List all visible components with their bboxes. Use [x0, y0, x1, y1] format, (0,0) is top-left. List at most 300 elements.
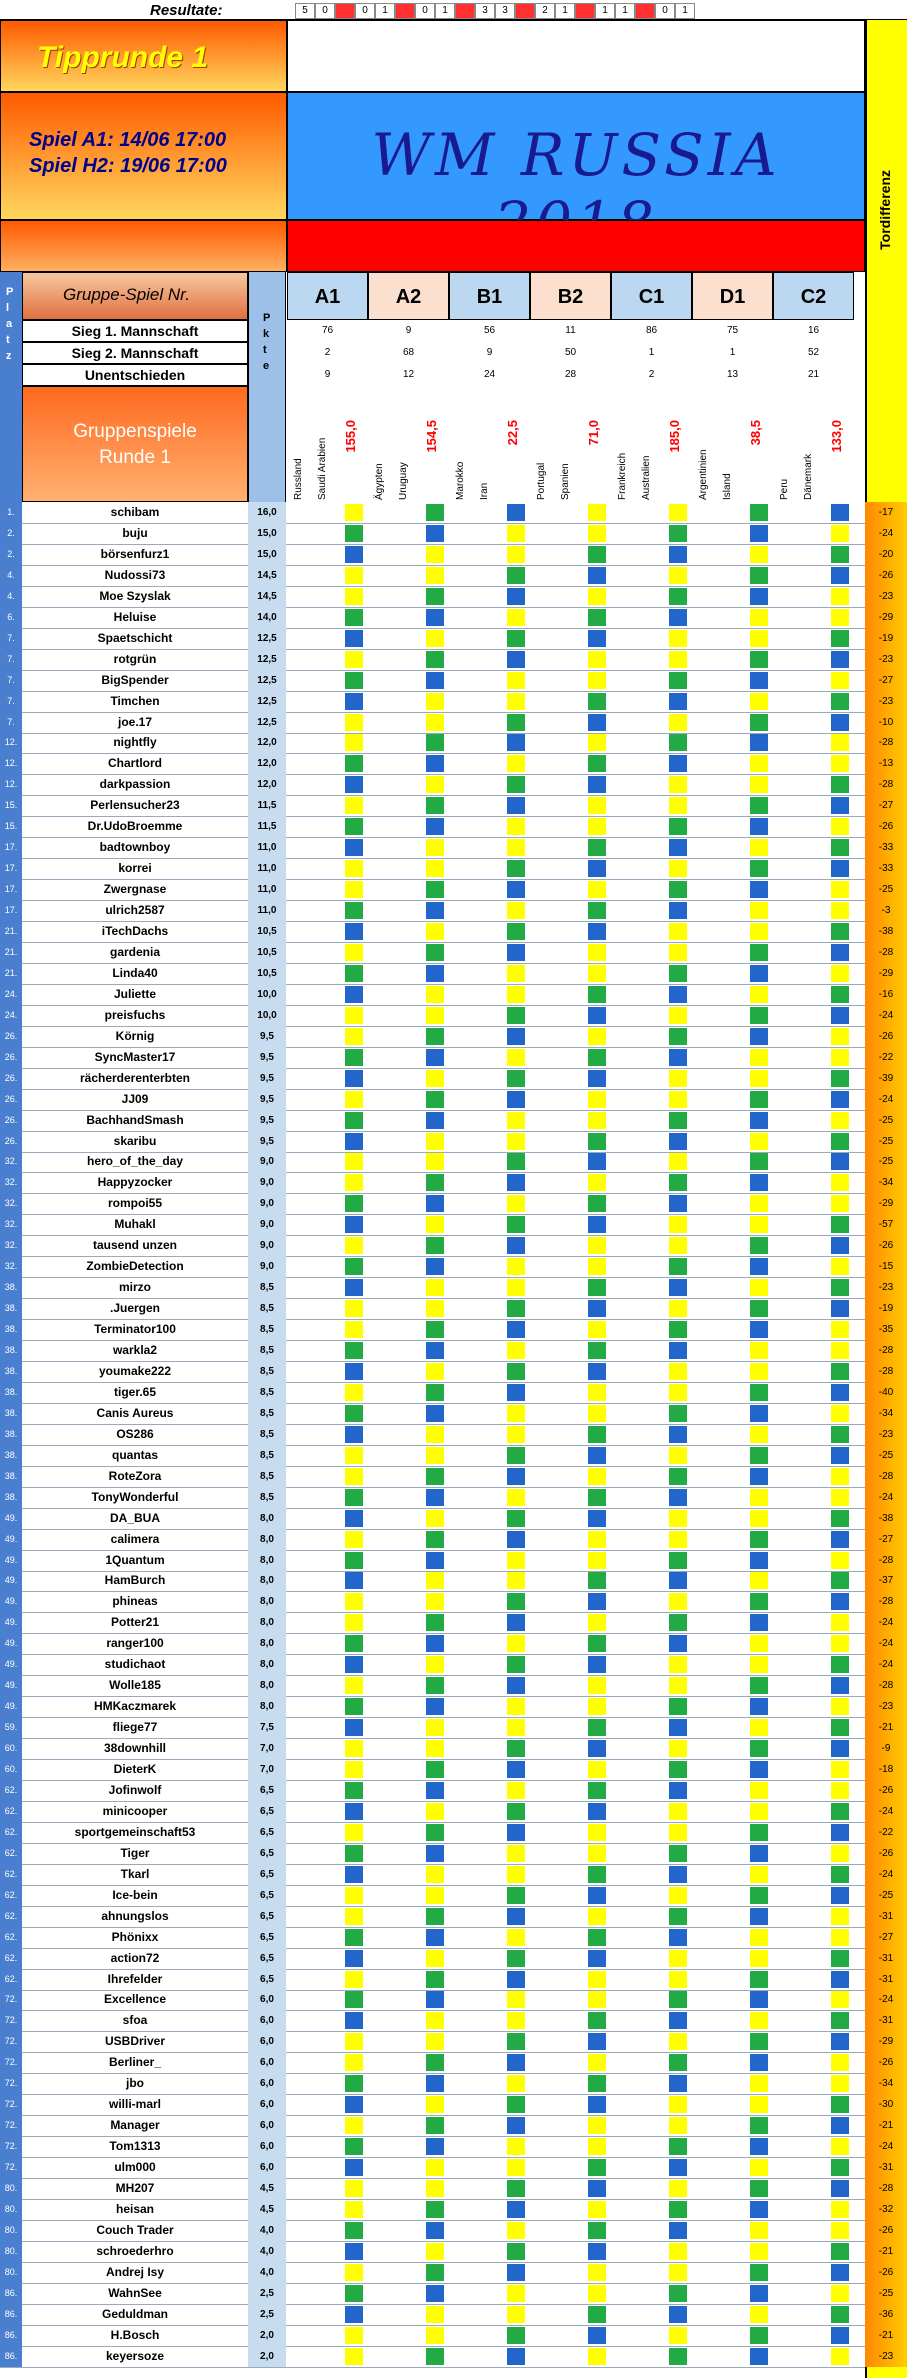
rank: 49. — [0, 1675, 22, 1696]
points-badge — [345, 1133, 363, 1150]
points-badge — [345, 1971, 363, 1988]
points-badge — [750, 2012, 768, 2029]
points-badge — [669, 1950, 687, 1967]
banner — [287, 92, 865, 220]
rank: 86. — [0, 2304, 22, 2325]
points-badge — [507, 1531, 525, 1548]
pkte-letter: e — [263, 360, 270, 372]
points-badge — [426, 902, 444, 919]
points-badge — [831, 2075, 849, 2092]
result-box — [455, 3, 475, 19]
rank: 26. — [0, 1110, 22, 1131]
goal-difference: -28 — [865, 1550, 907, 1571]
rank: 2. — [0, 523, 22, 544]
points-badge — [507, 1489, 525, 1506]
player-points: 2,5 — [248, 2304, 286, 2325]
points-badge — [507, 1426, 525, 1443]
table-row — [0, 1361, 894, 1383]
goal-difference: -31 — [865, 1906, 907, 1927]
player-name: MH207 — [115, 2181, 155, 2195]
goal-difference: -26 — [865, 2262, 907, 2283]
points-badge — [345, 2096, 363, 2113]
points-badge — [669, 1342, 687, 1359]
rank: 12. — [0, 732, 22, 753]
player-name: gardenia — [109, 944, 160, 959]
player-points: 7,0 — [248, 1759, 286, 1780]
table-row — [0, 2136, 894, 2158]
points-badge — [426, 2159, 444, 2176]
points-badge — [669, 1153, 687, 1170]
rank: 7. — [0, 670, 22, 691]
goal-difference: -36 — [865, 2304, 907, 2325]
player-name: Ice-bein — [112, 1887, 158, 1902]
points-badge — [750, 986, 768, 1003]
points-badge — [750, 1405, 768, 1422]
points-badge — [588, 546, 606, 563]
points-badge — [750, 1635, 768, 1652]
points-badge — [750, 1153, 768, 1170]
points-badge — [831, 1279, 849, 1296]
points-badge — [345, 1321, 363, 1338]
points-badge — [669, 1216, 687, 1233]
points-badge — [669, 1468, 687, 1485]
points-badge — [750, 1991, 768, 2008]
table-row — [0, 1298, 894, 1320]
player-name: börsenfurz1 — [100, 546, 170, 561]
points-badge — [507, 2264, 525, 2281]
points-badge — [507, 630, 525, 647]
table-row — [0, 1382, 894, 1404]
goal-difference: -17 — [865, 502, 907, 523]
player-name: ZombieDetection — [86, 1259, 184, 1274]
points-badge — [831, 546, 849, 563]
result-box: 0 — [415, 3, 435, 19]
game-stat-unent: 2 — [648, 369, 655, 380]
pkte-letter: t — [263, 344, 267, 356]
points-badge — [831, 630, 849, 647]
rank: 26. — [0, 1026, 22, 1047]
rank: 26. — [0, 1131, 22, 1152]
player-points: 10,5 — [248, 963, 286, 984]
game-code: A1 — [287, 272, 368, 320]
points-badge — [831, 797, 849, 814]
player-points: 8,5 — [248, 1382, 286, 1403]
player-name: sfoa — [122, 2013, 148, 2028]
player-name: JJ09 — [121, 1091, 149, 1106]
player-name: schibam — [110, 505, 160, 519]
points-badge — [831, 1803, 849, 1820]
points-badge — [345, 1740, 363, 1757]
table-row — [0, 1403, 894, 1425]
player-name: Happyzocker — [97, 1175, 173, 1190]
goal-difference: -40 — [865, 1382, 907, 1403]
points-badge — [426, 2222, 444, 2239]
points-badge — [588, 1614, 606, 1631]
goal-difference: -34 — [865, 1403, 907, 1424]
rank: 21. — [0, 963, 22, 984]
table-row — [0, 1989, 894, 2011]
player-points: 6,0 — [248, 1989, 286, 2010]
points-badge — [507, 1049, 525, 1066]
points-badge — [588, 1426, 606, 1443]
points-badge — [831, 1112, 849, 1129]
player-points: 12,0 — [248, 753, 286, 774]
goal-difference: -26 — [865, 1235, 907, 1256]
player-points: 12,5 — [248, 649, 286, 670]
unentschieden-label: Unentschieden — [22, 364, 248, 386]
goal-difference: -28 — [865, 1361, 907, 1382]
points-badge — [831, 965, 849, 982]
points-badge — [345, 567, 363, 584]
goal-difference: -25 — [865, 1131, 907, 1152]
points-badge — [588, 1782, 606, 1799]
points-badge — [426, 1572, 444, 1589]
table-row — [0, 753, 894, 775]
points-badge — [588, 1405, 606, 1422]
points-badge — [669, 1133, 687, 1150]
points-badge — [831, 567, 849, 584]
points-badge — [345, 1845, 363, 1862]
points-badge — [669, 1321, 687, 1338]
points-badge — [669, 818, 687, 835]
rank: 86. — [0, 2346, 22, 2367]
points-badge — [345, 2180, 363, 2197]
table-row — [0, 1089, 894, 1111]
player-points: 12,5 — [248, 670, 286, 691]
platz-header — [0, 272, 22, 502]
points-badge — [507, 734, 525, 751]
points-badge — [507, 2327, 525, 2344]
points-badge — [588, 986, 606, 1003]
points-badge — [426, 1782, 444, 1799]
points-badge — [750, 609, 768, 626]
points-badge — [750, 1552, 768, 1569]
player-points: 8,5 — [248, 1361, 286, 1382]
points-badge — [426, 755, 444, 772]
points-badge — [507, 2117, 525, 2134]
points-badge — [750, 2327, 768, 2344]
points-badge — [507, 1866, 525, 1883]
points-badge — [426, 818, 444, 835]
points-badge — [507, 1635, 525, 1652]
rank: 72. — [0, 1989, 22, 2010]
player-points: 10,5 — [248, 942, 286, 963]
points-badge — [426, 1824, 444, 1841]
points-badge — [507, 2096, 525, 2113]
points-badge — [345, 714, 363, 731]
rank: 7. — [0, 649, 22, 670]
player-points: 6,5 — [248, 1885, 286, 1906]
rank: 72. — [0, 2073, 22, 2094]
points-badge — [831, 588, 849, 605]
points-badge — [345, 1593, 363, 1610]
player-name: ranger100 — [106, 1636, 164, 1651]
points-badge — [750, 2285, 768, 2302]
tordifferenz-label: Tordifferenz — [877, 170, 893, 250]
table-row — [0, 1780, 894, 1802]
player-points: 4,0 — [248, 2262, 286, 2283]
points-badge — [831, 2159, 849, 2176]
platz-letter: a — [6, 318, 13, 330]
points-badge — [750, 1049, 768, 1066]
goal-difference: -21 — [865, 1717, 907, 1738]
player-points: 4,0 — [248, 2241, 286, 2262]
player-name: BigSpender — [101, 672, 169, 687]
points-badge — [507, 567, 525, 584]
player-name: rompoi55 — [107, 1196, 162, 1211]
points-badge — [507, 1719, 525, 1736]
goal-difference: -24 — [865, 1801, 907, 1822]
points-badge — [588, 1845, 606, 1862]
goal-difference: -31 — [865, 2010, 907, 2031]
goal-difference: -28 — [865, 1675, 907, 1696]
player-name: nightfly — [113, 735, 157, 750]
points-badge — [507, 2054, 525, 2071]
rank: 60. — [0, 1738, 22, 1759]
points-badge — [750, 923, 768, 940]
points-badge — [669, 546, 687, 563]
points-badge — [507, 546, 525, 563]
points-badge — [426, 1363, 444, 1380]
player-points: 8,5 — [248, 1487, 286, 1508]
points-badge — [426, 797, 444, 814]
points-badge — [345, 1028, 363, 1045]
table-row — [0, 544, 894, 566]
points-badge — [345, 2054, 363, 2071]
points-badge — [345, 2012, 363, 2029]
points-badge — [669, 1698, 687, 1715]
player-points: 6,0 — [248, 2031, 286, 2052]
table-row — [0, 2010, 894, 2032]
game-stat-sieg1: 76 — [321, 325, 334, 336]
points-badge — [507, 1552, 525, 1569]
player-points: 8,0 — [248, 1633, 286, 1654]
points-badge — [426, 2264, 444, 2281]
points-badge — [345, 1677, 363, 1694]
points-badge — [831, 1342, 849, 1359]
points-badge — [831, 1908, 849, 1925]
table-row — [0, 1654, 894, 1676]
points-badge — [669, 630, 687, 647]
player-points: 14,5 — [248, 586, 286, 607]
player-points: 9,5 — [248, 1131, 286, 1152]
player-points: 10,5 — [248, 921, 286, 942]
rank: 38. — [0, 1277, 22, 1298]
points-badge — [750, 1447, 768, 1464]
table-row — [0, 1969, 894, 1991]
player-points: 15,0 — [248, 523, 286, 544]
game-points: 185,0 — [667, 420, 682, 453]
table-row — [0, 2304, 894, 2326]
points-badge — [345, 672, 363, 689]
points-badge — [588, 776, 606, 793]
points-badge — [750, 1237, 768, 1254]
points-badge — [669, 923, 687, 940]
points-badge — [669, 609, 687, 626]
points-badge — [426, 1091, 444, 1108]
points-badge — [669, 1405, 687, 1422]
player-name: Juliette — [113, 986, 156, 1001]
game-code: C1 — [611, 272, 692, 320]
table-row — [0, 2157, 894, 2179]
points-badge — [669, 2117, 687, 2134]
points-badge — [669, 714, 687, 731]
points-badge — [507, 1572, 525, 1589]
points-badge — [831, 2201, 849, 2218]
rank: 15. — [0, 795, 22, 816]
rank: 38. — [0, 1298, 22, 1319]
points-badge — [426, 1908, 444, 1925]
rank: 62. — [0, 1801, 22, 1822]
points-badge — [426, 2117, 444, 2134]
points-badge — [669, 2222, 687, 2239]
rank: 17. — [0, 900, 22, 921]
points-badge — [750, 1279, 768, 1296]
points-badge — [507, 1510, 525, 1527]
player-points: 8,0 — [248, 1591, 286, 1612]
player-name: HMKaczmarek — [93, 1699, 177, 1714]
points-badge — [750, 1845, 768, 1862]
points-badge — [588, 1635, 606, 1652]
rank: 24. — [0, 1005, 22, 1026]
points-badge — [588, 1237, 606, 1254]
rank: 17. — [0, 879, 22, 900]
goal-difference: -26 — [865, 1026, 907, 1047]
rank: 80. — [0, 2241, 22, 2262]
goal-difference: -24 — [865, 1864, 907, 1885]
result-box: 0 — [315, 3, 335, 19]
rank: 72. — [0, 2115, 22, 2136]
goal-difference: -29 — [865, 1193, 907, 1214]
points-badge — [426, 1279, 444, 1296]
points-badge — [345, 1572, 363, 1589]
gruppe-label: Gruppe-Spiel Nr. — [63, 285, 190, 304]
rank: 24. — [0, 984, 22, 1005]
points-badge — [669, 1279, 687, 1296]
goal-difference: -23 — [865, 649, 907, 670]
points-badge — [831, 1510, 849, 1527]
points-badge — [669, 1174, 687, 1191]
table-row — [0, 1633, 894, 1655]
points-badge — [345, 1489, 363, 1506]
table-row — [0, 1612, 894, 1634]
table-row — [0, 921, 894, 943]
points-badge — [426, 2075, 444, 2092]
points-badge — [750, 2138, 768, 2155]
goal-difference: -26 — [865, 565, 907, 586]
points-badge — [507, 1824, 525, 1841]
goal-difference: -23 — [865, 2346, 907, 2367]
table-row — [0, 1675, 894, 1697]
team-name: Island — [722, 473, 733, 500]
points-badge — [750, 1070, 768, 1087]
points-badge — [426, 2033, 444, 2050]
points-badge — [669, 1866, 687, 1883]
points-badge — [426, 1070, 444, 1087]
player-points: 8,0 — [248, 1696, 286, 1717]
goal-difference: -24 — [865, 1633, 907, 1654]
player-points: 6,5 — [248, 1822, 286, 1843]
points-badge — [345, 797, 363, 814]
goal-difference: -15 — [865, 1256, 907, 1277]
points-badge — [831, 714, 849, 731]
points-badge — [669, 1635, 687, 1652]
points-badge — [750, 1740, 768, 1757]
player-name: tausend unzen — [92, 1238, 177, 1253]
result-box — [335, 3, 355, 19]
table-row — [0, 1319, 894, 1341]
rank: 80. — [0, 2199, 22, 2220]
points-badge — [507, 902, 525, 919]
rank: 72. — [0, 2010, 22, 2031]
player-name: Heluise — [113, 609, 157, 624]
points-badge — [669, 651, 687, 668]
goal-difference: -29 — [865, 607, 907, 628]
points-badge — [507, 1740, 525, 1757]
points-badge — [345, 1384, 363, 1401]
points-badge — [507, 1279, 525, 1296]
points-badge — [831, 2285, 849, 2302]
goal-difference: -3 — [865, 900, 907, 921]
points-badge — [426, 1153, 444, 1170]
player-points: 9,5 — [248, 1068, 286, 1089]
points-badge — [669, 1195, 687, 1212]
points-badge — [507, 1216, 525, 1233]
points-badge — [831, 1258, 849, 1275]
points-badge — [750, 2243, 768, 2260]
points-badge — [588, 609, 606, 626]
rank: 26. — [0, 1068, 22, 1089]
points-badge — [588, 1216, 606, 1233]
player-points: 6,5 — [248, 1780, 286, 1801]
points-badge — [507, 2159, 525, 2176]
points-badge — [669, 902, 687, 919]
points-badge — [669, 1572, 687, 1589]
points-badge — [750, 1468, 768, 1485]
points-badge — [345, 1091, 363, 1108]
points-badge — [588, 1133, 606, 1150]
goal-difference: -28 — [865, 2178, 907, 2199]
player-name: Linda40 — [112, 965, 158, 980]
points-badge — [750, 881, 768, 898]
rank: 21. — [0, 921, 22, 942]
table-row — [0, 502, 894, 524]
points-badge — [507, 2222, 525, 2239]
points-badge — [426, 525, 444, 542]
player-points: 8,5 — [248, 1424, 286, 1445]
table-row — [0, 1738, 891, 1760]
points-badge — [426, 1593, 444, 1610]
points-badge — [831, 1489, 849, 1506]
table-row — [0, 1256, 894, 1278]
goal-difference: -19 — [865, 628, 907, 649]
points-badge — [669, 2285, 687, 2302]
player-name: Excellence — [103, 1992, 167, 2007]
table-row — [0, 1508, 894, 1530]
points-badge — [426, 504, 444, 521]
points-badge — [345, 1656, 363, 1673]
rank: 26. — [0, 1047, 22, 1068]
points-badge — [426, 546, 444, 563]
points-badge — [588, 1321, 606, 1338]
player-points: 8,5 — [248, 1340, 286, 1361]
points-badge — [345, 1216, 363, 1233]
points-badge — [426, 1887, 444, 1904]
points-badge — [750, 1656, 768, 1673]
table-row — [0, 858, 894, 880]
points-badge — [345, 881, 363, 898]
points-badge — [669, 1656, 687, 1673]
